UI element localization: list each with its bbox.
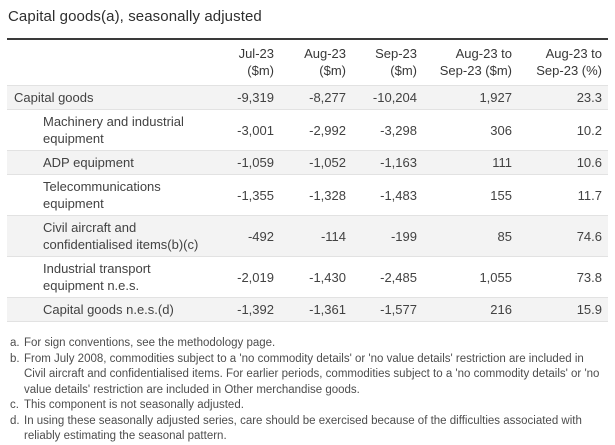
cell-value: 85 (497, 228, 512, 244)
row-label: Capital goods (14, 90, 94, 105)
column-header-line: Aug-23 to (455, 46, 512, 61)
table-row (7, 257, 608, 298)
cell-value: 1,927 (479, 90, 512, 105)
column-header-unit: ($m) (390, 63, 417, 78)
footnote-marker: d. (10, 414, 20, 427)
table-row (7, 175, 608, 216)
footnote-marker: b. (10, 352, 20, 365)
column-header-line: Jul-23 (238, 46, 274, 61)
footnote-text: From July 2008, commodities subject to a 'no commodity details' or 'no value details' restriction are included in Civil aircraft and confidentialised items. For earlier periods, commodities subject to a 'no commodity details' or 'no value details' restriction are included in Other merchandise goods. (24, 352, 600, 396)
row-label: Industrial transport equipment n.e.s. (43, 261, 151, 293)
cell-value: -1,392 (237, 302, 274, 317)
cell-value: -2,019 (237, 269, 274, 285)
cell-value: 74.6 (576, 228, 602, 244)
column-header-line: Sep-23 (375, 46, 417, 61)
column-header-change-m (423, 39, 518, 86)
column-header-aug23 (280, 39, 352, 86)
cell-value: 216 (490, 302, 512, 317)
cell-value: 23.3 (576, 90, 602, 105)
footnote-b (10, 352, 608, 399)
column-header-line: Aug-23 (304, 46, 346, 61)
footnote-a (10, 336, 608, 352)
cell-value: -1,328 (309, 187, 346, 203)
cell-value: 306 (490, 122, 512, 138)
table-header-row (7, 39, 608, 86)
cell-value: -1,355 (237, 187, 274, 203)
table-row (7, 298, 608, 322)
footnote-marker: c. (10, 399, 19, 411)
table-row (7, 110, 608, 151)
footnotes (10, 336, 608, 445)
row-label: Civil aircraft and confidentialised items(b)(c) (43, 220, 199, 252)
cell-value: 155 (490, 187, 512, 203)
column-header-change-pct (518, 39, 608, 86)
footnote-text: In using these seasonally adjusted series, care should be exercised because of the difficulties associated with reliably estimating the seasonal pattern. (24, 414, 582, 442)
cell-value: -114 (320, 228, 346, 244)
footnote-d (10, 414, 608, 445)
cell-value: 15.9 (576, 302, 602, 317)
row-label: Machinery and industrial equipment (43, 114, 184, 146)
footnote-text: For sign conventions, see the methodology page. (24, 337, 276, 349)
column-header-unit: ($m) (247, 63, 274, 78)
cell-value: -2,992 (309, 122, 346, 138)
cell-value: 1,055 (479, 269, 512, 285)
column-header-jul23 (217, 39, 280, 86)
footnote-c (10, 398, 608, 414)
cell-value: -3,298 (380, 122, 417, 138)
cell-value: -1,577 (380, 302, 417, 317)
cell-value: -1,059 (237, 155, 274, 170)
capital-goods-table (7, 38, 608, 322)
row-label: Telecommunications equipment (43, 179, 161, 211)
column-header-empty (7, 39, 217, 86)
table-body (7, 86, 608, 322)
cell-value: 111 (492, 155, 512, 170)
cell-value: -1,052 (309, 155, 346, 170)
column-header-unit: Sep-23 (%) (536, 63, 602, 78)
cell-value: -1,483 (380, 187, 417, 203)
cell-value: 10.6 (576, 155, 602, 170)
row-label: ADP equipment (43, 155, 134, 170)
table-row (7, 86, 608, 110)
cell-value: 73.8 (576, 269, 602, 285)
cell-value: -199 (390, 228, 417, 244)
column-header-unit: Sep-23 ($m) (439, 63, 512, 78)
table-header (7, 39, 608, 86)
column-header-sep23 (352, 39, 423, 86)
cell-value: -1,361 (309, 302, 346, 317)
footnote-text: This component is not seasonally adjusted. (24, 399, 244, 411)
cell-value: -9,319 (237, 90, 274, 105)
cell-value: 11.7 (577, 187, 602, 203)
column-header-unit: ($m) (319, 63, 346, 78)
row-label: Capital goods n.e.s.(d) (43, 302, 174, 317)
column-header-line: Aug-23 to (545, 46, 602, 61)
cell-value: -3,001 (237, 122, 274, 138)
cell-value: 10.2 (576, 122, 602, 138)
page-title: Capital goods(a), seasonally adjusted (8, 8, 262, 25)
footnote-marker: a. (10, 337, 20, 349)
cell-value: -8,277 (309, 90, 346, 105)
cell-value: -492 (247, 228, 274, 244)
cell-value: -1,430 (309, 269, 346, 285)
table-row (7, 216, 608, 257)
table-row (7, 151, 608, 175)
cell-value: -1,163 (380, 155, 417, 170)
cell-value: -2,485 (380, 269, 417, 285)
cell-value: -10,204 (372, 90, 417, 105)
